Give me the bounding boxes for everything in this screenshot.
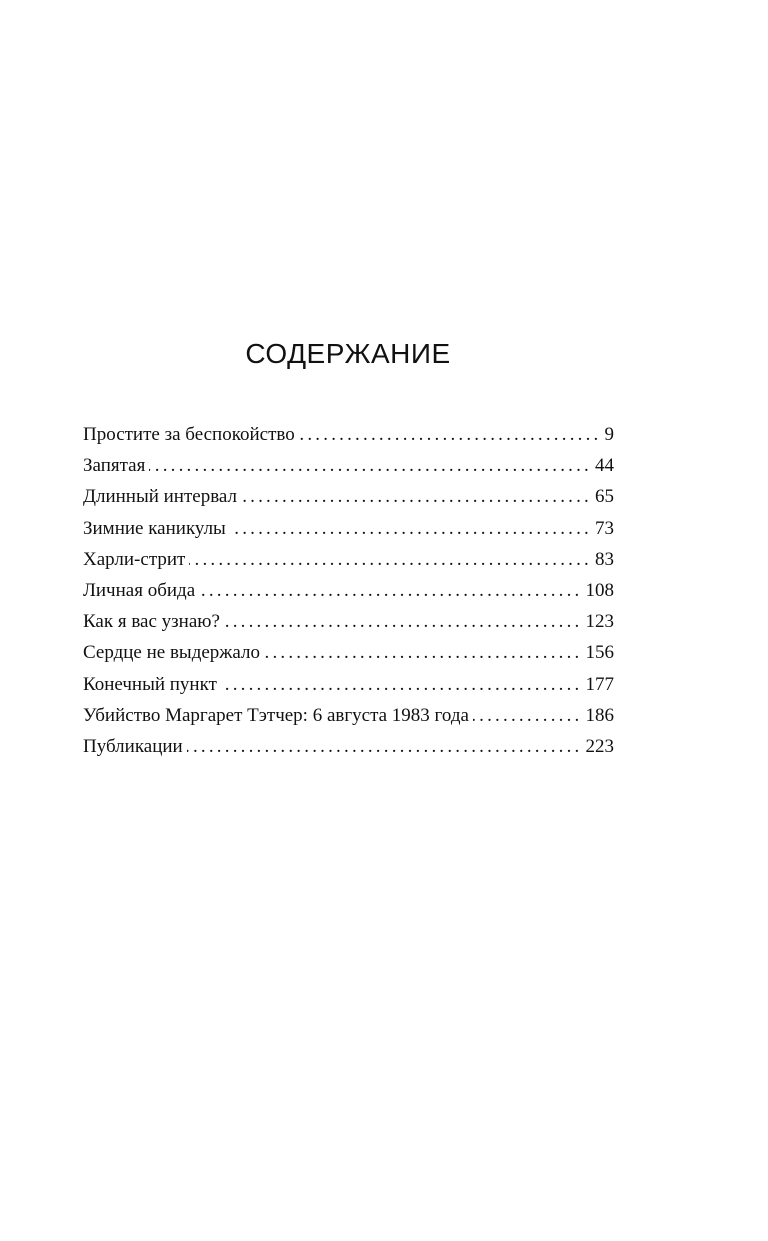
dot-leader (230, 513, 592, 544)
toc-entry[interactable] (83, 450, 614, 481)
toc-entry[interactable] (83, 419, 614, 450)
toc-entry-page: 73 (595, 517, 614, 539)
toc-entry-page: 9 (604, 424, 614, 445)
dot-leader (189, 544, 592, 575)
toc-entry-title: Личная обида (83, 579, 196, 601)
toc-entry-title: Публикации (83, 735, 183, 757)
toc-entry[interactable] (83, 606, 614, 637)
toc-entry-page: 108 (585, 579, 614, 601)
toc-entry-title: Харли-стрит (83, 548, 186, 570)
dot-leader (224, 606, 583, 637)
page-title: СОДЕРЖАНИЕ (245, 338, 451, 369)
toc-entry-title: Длинный интервал (83, 486, 238, 508)
toc-entry-title: Зимние каникулы (83, 517, 226, 539)
toc-entry[interactable] (83, 575, 614, 606)
dot-leader (149, 450, 592, 481)
toc-entry-title: Запятая (83, 455, 146, 477)
dot-leader (241, 481, 592, 512)
dot-leader (187, 731, 583, 762)
toc-entry[interactable] (83, 731, 614, 762)
dot-leader (221, 669, 583, 700)
dot-leader (299, 419, 602, 450)
toc-entry-page: 156 (585, 642, 614, 664)
toc-entry-page: 44 (595, 455, 614, 477)
dot-leader (199, 575, 582, 606)
table-of-contents (83, 419, 614, 762)
toc-entry-title: Убийство Маргарет Тэтчер: 6 августа 1983 года (83, 704, 469, 726)
dot-leader (473, 700, 583, 731)
toc-entry[interactable] (83, 513, 614, 544)
toc-entry[interactable] (83, 669, 614, 700)
toc-entry[interactable] (83, 637, 614, 668)
toc-entry[interactable] (83, 544, 614, 575)
toc-entry-page: 186 (585, 704, 614, 726)
toc-entry-page: 83 (595, 548, 614, 570)
toc-entry-title: Простите за беспокойство (83, 424, 295, 445)
toc-entry-page: 177 (585, 673, 614, 695)
toc-entry-page: 65 (595, 486, 614, 508)
toc-entry-page: 223 (585, 735, 614, 757)
toc-entry-title: Как я вас узнаю? (83, 611, 220, 633)
toc-entry-title: Сердце не выдержало (83, 642, 261, 664)
toc-entry-page: 123 (585, 611, 614, 633)
toc-entry[interactable] (83, 700, 614, 731)
toc-entry-title: Конечный пункт (83, 673, 217, 695)
dot-leader (264, 637, 582, 668)
toc-entry[interactable] (83, 481, 614, 512)
